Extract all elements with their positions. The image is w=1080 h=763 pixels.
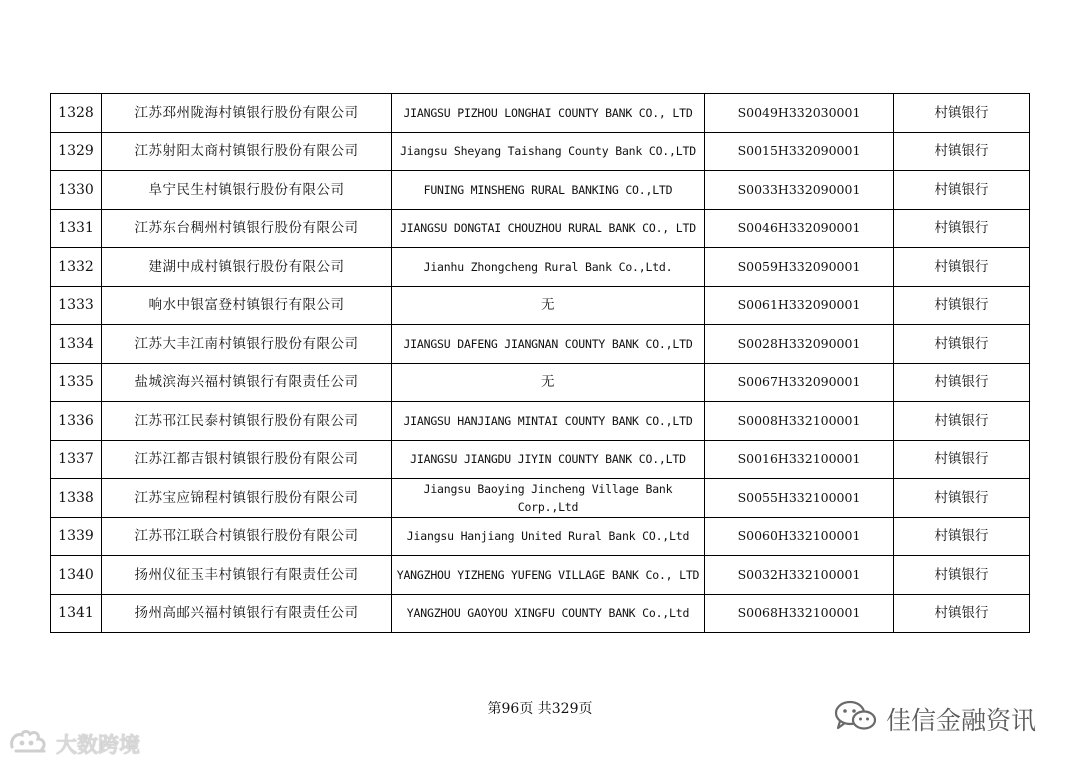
cell-chinese-name: 江苏射阳太商村镇银行股份有限公司 bbox=[102, 132, 392, 171]
cell-chinese-name: 江苏大丰江南村镇银行股份有限公司 bbox=[102, 325, 392, 364]
watermark-dashujuajing bbox=[8, 727, 140, 760]
cell-serial-number: 1333 bbox=[51, 286, 102, 325]
cell-institution-type: 村镇银行 bbox=[894, 209, 1030, 248]
cell-english-name: YANGZHOU YIZHENG YUFENG VILLAGE BANK Co., LTD bbox=[392, 556, 705, 595]
cell-chinese-name: 江苏宝应锦程村镇银行股份有限公司 bbox=[102, 479, 392, 518]
watermark-left-text: 大数跨境 bbox=[56, 732, 140, 757]
cell-serial-number: 1331 bbox=[51, 209, 102, 248]
cell-english-name: Jiangsu Hanjiang United Rural Bank CO.,Ltd bbox=[392, 517, 705, 556]
table-row bbox=[51, 132, 1030, 171]
cell-serial-number: 1332 bbox=[51, 248, 102, 287]
cell-institution-type: 村镇银行 bbox=[894, 479, 1030, 518]
cell-institution-code: S0061H332090001 bbox=[705, 286, 894, 325]
cell-serial-number: 1329 bbox=[51, 132, 102, 171]
cell-chinese-name: 江苏邗江民泰村镇银行股份有限公司 bbox=[102, 402, 392, 441]
cell-serial-number: 1337 bbox=[51, 440, 102, 479]
cell-english-name: JIANGSU DAFENG JIANGNAN COUNTY BANK CO.,LTD bbox=[392, 325, 705, 364]
cell-institution-code: S0059H332090001 bbox=[705, 248, 894, 287]
cell-institution-type: 村镇银行 bbox=[894, 171, 1030, 210]
cell-institution-type: 村镇银行 bbox=[894, 94, 1030, 133]
table-row bbox=[51, 248, 1030, 287]
cell-institution-code: S0032H332100001 bbox=[705, 556, 894, 595]
cell-english-name: Jiangsu Sheyang Taishang County Bank CO.,LTD bbox=[392, 132, 705, 171]
page-number: 第96页 共329页 bbox=[487, 701, 593, 717]
cell-institution-code: S0068H332100001 bbox=[705, 594, 894, 633]
cell-chinese-name: 江苏邳州陇海村镇银行股份有限公司 bbox=[102, 94, 392, 133]
table-row bbox=[51, 440, 1030, 479]
cell-institution-type: 村镇银行 bbox=[894, 248, 1030, 287]
table-row bbox=[51, 94, 1030, 133]
cell-english-name: JIANGSU PIZHOU LONGHAI COUNTY BANK CO., LTD bbox=[392, 94, 705, 133]
table-row bbox=[51, 171, 1030, 210]
cell-institution-type: 村镇银行 bbox=[894, 325, 1030, 364]
cell-english-name: Jiangsu Baoying Jincheng Village Bank Corp.,Ltd bbox=[392, 479, 705, 518]
cell-chinese-name: 江苏东台稠州村镇银行股份有限公司 bbox=[102, 209, 392, 248]
cell-english-name: FUNING MINSHENG RURAL BANKING CO.,LTD bbox=[392, 171, 705, 210]
bank-list-table bbox=[50, 93, 1030, 633]
cell-institution-code: S0055H332100001 bbox=[705, 479, 894, 518]
cell-english-name: JIANGSU JIANGDU JIYIN COUNTY BANK CO.,LTD bbox=[392, 440, 705, 479]
cell-serial-number: 1339 bbox=[51, 517, 102, 556]
cell-english-name: YANGZHOU GAOYOU XINGFU COUNTY BANK Co.,Ltd bbox=[392, 594, 705, 633]
cell-chinese-name: 响水中银富登村镇银行有限公司 bbox=[102, 286, 392, 325]
cell-english-name: 无 bbox=[392, 363, 705, 402]
cell-chinese-name: 阜宁民生村镇银行股份有限公司 bbox=[102, 171, 392, 210]
cell-institution-code: S0008H332100001 bbox=[705, 402, 894, 441]
table-body bbox=[51, 94, 1030, 633]
cat-logo-icon bbox=[8, 727, 52, 760]
cell-english-name: Jianhu Zhongcheng Rural Bank Co.,Ltd. bbox=[392, 248, 705, 287]
table-row bbox=[51, 594, 1030, 633]
table-row bbox=[51, 209, 1030, 248]
cell-institution-code: S0033H332090001 bbox=[705, 171, 894, 210]
cell-institution-type: 村镇银行 bbox=[894, 440, 1030, 479]
cell-institution-code: S0046H332090001 bbox=[705, 209, 894, 248]
table-row bbox=[51, 363, 1030, 402]
cell-english-name: JIANGSU DONGTAI CHOUZHOU RURAL BANK CO., LTD bbox=[392, 209, 705, 248]
cell-institution-type: 村镇银行 bbox=[894, 517, 1030, 556]
cell-institution-type: 村镇银行 bbox=[894, 402, 1030, 441]
table-row bbox=[51, 402, 1030, 441]
cell-english-name: 无 bbox=[392, 286, 705, 325]
cell-serial-number: 1330 bbox=[51, 171, 102, 210]
cell-chinese-name: 建湖中成村镇银行股份有限公司 bbox=[102, 248, 392, 287]
cell-english-name: JIANGSU HANJIANG MINTAI COUNTY BANK CO.,LTD bbox=[392, 402, 705, 441]
cell-serial-number: 1336 bbox=[51, 402, 102, 441]
wechat-icon bbox=[832, 699, 878, 739]
cell-institution-type: 村镇银行 bbox=[894, 286, 1030, 325]
cell-serial-number: 1334 bbox=[51, 325, 102, 364]
cell-serial-number: 1338 bbox=[51, 479, 102, 518]
cell-institution-code: S0015H332090001 bbox=[705, 132, 894, 171]
cell-institution-type: 村镇银行 bbox=[894, 556, 1030, 595]
table-row bbox=[51, 325, 1030, 364]
cell-serial-number: 1335 bbox=[51, 363, 102, 402]
cell-chinese-name: 扬州仪征玉丰村镇银行有限责任公司 bbox=[102, 556, 392, 595]
table-row bbox=[51, 286, 1030, 325]
watermark-right-text: 佳信金融资讯 bbox=[886, 706, 1037, 735]
cell-chinese-name: 江苏江都吉银村镇银行股份有限公司 bbox=[102, 440, 392, 479]
table-row bbox=[51, 556, 1030, 595]
cell-serial-number: 1341 bbox=[51, 594, 102, 633]
cell-institution-type: 村镇银行 bbox=[894, 363, 1030, 402]
cell-institution-type: 村镇银行 bbox=[894, 594, 1030, 633]
cell-chinese-name: 扬州高邮兴福村镇银行有限责任公司 bbox=[102, 594, 392, 633]
cell-chinese-name: 盐城滨海兴福村镇银行有限责任公司 bbox=[102, 363, 392, 402]
cell-institution-type: 村镇银行 bbox=[894, 132, 1030, 171]
cell-institution-code: S0049H332030001 bbox=[705, 94, 894, 133]
cell-institution-code: S0028H332090001 bbox=[705, 325, 894, 364]
table-row bbox=[51, 479, 1030, 518]
cell-institution-code: S0016H332100001 bbox=[705, 440, 894, 479]
cell-institution-code: S0067H332090001 bbox=[705, 363, 894, 402]
cell-institution-code: S0060H332100001 bbox=[705, 517, 894, 556]
cell-serial-number: 1340 bbox=[51, 556, 102, 595]
cell-serial-number: 1328 bbox=[51, 94, 102, 133]
cell-chinese-name: 江苏邗江联合村镇银行股份有限公司 bbox=[102, 517, 392, 556]
table-row bbox=[51, 517, 1030, 556]
watermark-jiaxin bbox=[832, 699, 1036, 739]
